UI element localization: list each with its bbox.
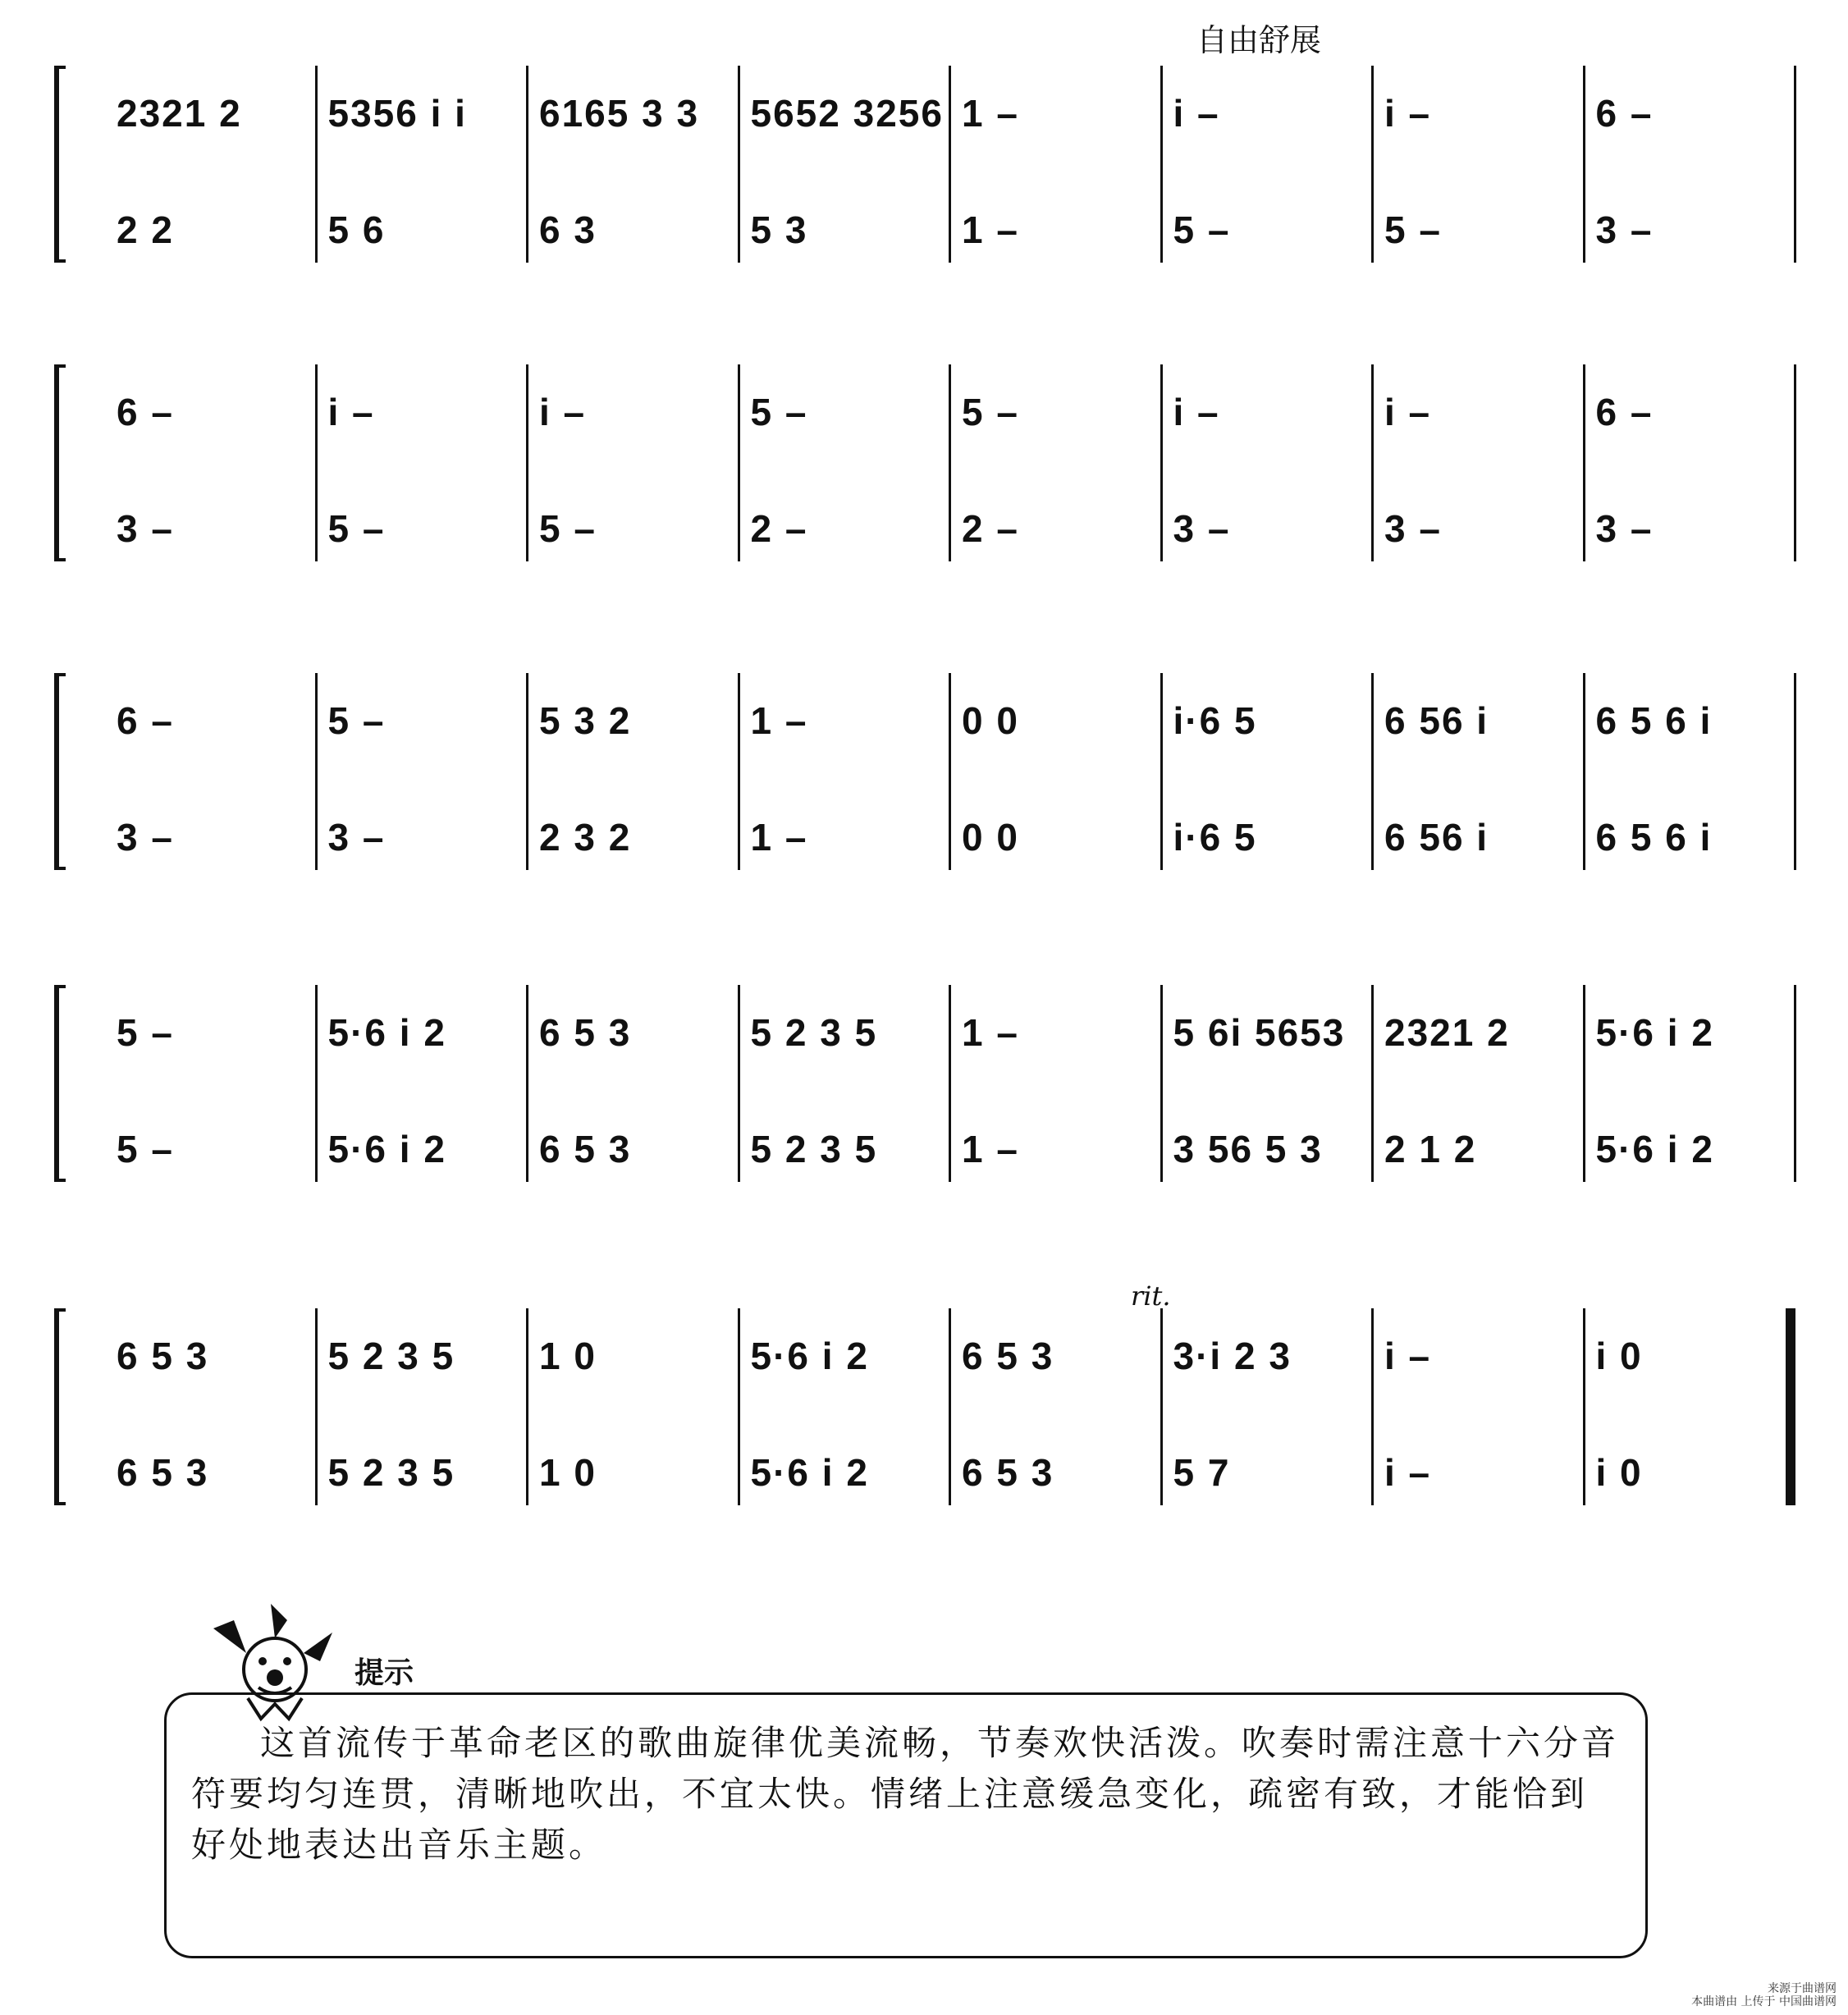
barline: [315, 985, 318, 1182]
measure: 3 –: [117, 816, 174, 859]
tempo-marking: 自由舒展: [1196, 22, 1322, 58]
barline: [1160, 66, 1163, 263]
measure: 1 –: [962, 92, 1019, 135]
barline: [1583, 1308, 1585, 1505]
measure: 3 –: [327, 816, 386, 859]
measure: i –: [327, 391, 375, 433]
measure: 5·6 i 2: [327, 1011, 446, 1054]
tip-box: [164, 1692, 1648, 1958]
measure: 3 –: [117, 507, 174, 550]
measure: 6 5 6 i: [1595, 699, 1713, 742]
measure: 5 7: [1173, 1451, 1231, 1494]
measure: 5 6: [327, 208, 386, 251]
measure: 3 56 5 3: [1173, 1128, 1323, 1170]
measure: 6 56 i: [1384, 816, 1489, 859]
measure: 6 5 3: [962, 1451, 1054, 1494]
measure: 5 3: [750, 208, 808, 251]
barline: [315, 1308, 318, 1505]
measure: 6 56 i: [1384, 699, 1489, 742]
barline: [526, 1308, 528, 1505]
barline: [1583, 985, 1585, 1182]
measure: 1 –: [962, 208, 1019, 251]
footer-source: 来源于曲谱网: [1768, 1982, 1837, 1995]
measure: 5 –: [750, 391, 808, 433]
measure: 5 2 3 5: [750, 1011, 878, 1054]
measure: 0 0: [962, 699, 1019, 742]
tip-title: 提示: [355, 1656, 414, 1690]
system-bracket: [54, 66, 66, 263]
measure: i –: [539, 391, 587, 433]
measure: i –: [1384, 1451, 1432, 1494]
measure: 5·6 i 2: [1595, 1011, 1714, 1054]
score-system: [54, 673, 1794, 870]
score-system: [54, 1308, 1794, 1505]
measure: i –: [1173, 92, 1220, 135]
measure: 5 –: [539, 507, 597, 550]
barline: [526, 364, 528, 561]
measure: 3 –: [1595, 507, 1654, 550]
measure: 2321 2: [117, 92, 242, 135]
measure: 3 –: [1595, 208, 1654, 251]
measure: 2 3 2: [539, 816, 632, 859]
score-system: [54, 985, 1794, 1182]
measure: 5 2 3 5: [327, 1451, 455, 1494]
measure: 3 –: [1173, 507, 1231, 550]
measure: 6 –: [117, 391, 174, 433]
rit-marking: rit.: [1131, 1280, 1171, 1312]
barline: [1160, 1308, 1163, 1505]
barline: [1371, 364, 1374, 561]
measure: 5 2 3 5: [327, 1335, 455, 1377]
barline: [738, 66, 740, 263]
measure: 6165 3 3: [539, 92, 700, 135]
measure: 5 –: [117, 1011, 174, 1054]
measure: 5 2 3 5: [750, 1128, 878, 1170]
barline: [1794, 673, 1796, 870]
measure: 0 0: [962, 816, 1019, 859]
barline: [1371, 66, 1374, 263]
barline: [738, 1308, 740, 1505]
measure: 5·6 i 2: [327, 1128, 446, 1170]
measure: 2321 2: [1384, 1011, 1510, 1054]
system-bracket: [54, 364, 66, 561]
barline: [526, 66, 528, 263]
measure: 5·6 i 2: [750, 1335, 869, 1377]
measure: 5 –: [1384, 208, 1442, 251]
measure: 1 –: [750, 699, 808, 742]
footer-note: [1691, 1982, 1837, 2008]
system-bracket: [54, 673, 66, 870]
barline: [1160, 985, 1163, 1182]
measure: 5 –: [117, 1128, 174, 1170]
barline: [315, 364, 318, 561]
measure: 6 5 3: [962, 1335, 1054, 1377]
barline: [1583, 673, 1585, 870]
barline: [738, 673, 740, 870]
measure: 3 –: [1384, 507, 1442, 550]
measure: 2 –: [962, 507, 1019, 550]
measure: 2 –: [750, 507, 808, 550]
measure: 1 0: [539, 1335, 597, 1377]
barline: [949, 1308, 951, 1505]
barline: [1794, 66, 1796, 263]
system-bracket: [54, 985, 66, 1182]
measure: 6 5 3: [117, 1335, 209, 1377]
final-barline: [1786, 1308, 1795, 1505]
barline: [738, 985, 740, 1182]
measure: 6 5 3: [539, 1011, 632, 1054]
measure: 2 2: [117, 208, 174, 251]
measure: 6 5 3: [539, 1128, 632, 1170]
measure: 5 –: [1173, 208, 1231, 251]
barline: [1160, 364, 1163, 561]
tip-text: 这首流传于革命老区的歌曲旋律优美流畅，节奏欢快活泼。吹奏时需注意十六分音符要均匀连贯，清晰地吹出，不宜太快。情绪上注意缓急变化，疏密有致，才能恰到好处地表达出音乐主题。: [191, 1723, 1620, 1865]
measure: i –: [1384, 92, 1432, 135]
measure: 5·6 i 2: [1595, 1128, 1714, 1170]
measure: 5 3 2: [539, 699, 632, 742]
barline: [526, 985, 528, 1182]
barline: [1583, 66, 1585, 263]
barline: [1794, 364, 1796, 561]
measure: i·6 5: [1173, 816, 1257, 859]
barline: [949, 673, 951, 870]
measure: 6 –: [117, 699, 174, 742]
barline: [315, 673, 318, 870]
score-system: [54, 66, 1794, 263]
measure: i –: [1173, 391, 1220, 433]
barline: [949, 985, 951, 1182]
measure: 1 0: [539, 1451, 597, 1494]
barline: [1160, 673, 1163, 870]
barline: [1794, 985, 1796, 1182]
measure: 6 3: [539, 208, 597, 251]
measure: i·6 5: [1173, 699, 1257, 742]
measure: i –: [1384, 1335, 1432, 1377]
measure: 6 5 6 i: [1595, 816, 1713, 859]
measure: 5 –: [327, 507, 386, 550]
barline: [738, 364, 740, 561]
measure: i 0: [1595, 1451, 1643, 1494]
barline: [1371, 985, 1374, 1182]
barline: [1371, 673, 1374, 870]
measure: 6 5 3: [117, 1451, 209, 1494]
measure: 6 –: [1595, 92, 1654, 135]
measure: 1 –: [962, 1128, 1019, 1170]
barline: [949, 364, 951, 561]
measure: 5 6i 5653: [1173, 1011, 1346, 1054]
measure: 5652 3256: [750, 92, 944, 135]
measure: i –: [1384, 391, 1432, 433]
score-system: [54, 364, 1794, 561]
measure: 5 –: [962, 391, 1019, 433]
measure: 3·i 2 3: [1173, 1335, 1292, 1377]
footer-upload-note: 本曲谱由 上传于 中国曲谱网: [1691, 1995, 1837, 2008]
barline: [1583, 364, 1585, 561]
measure: 6 –: [1595, 391, 1654, 433]
measure: 1 –: [962, 1011, 1019, 1054]
system-bracket: [54, 1308, 66, 1505]
measure: 1 –: [750, 816, 808, 859]
barline: [1371, 1308, 1374, 1505]
measure: 2 1 2: [1384, 1128, 1477, 1170]
measure: 5 –: [327, 699, 386, 742]
barline: [949, 66, 951, 263]
measure: i 0: [1595, 1335, 1643, 1377]
measure: 5·6 i 2: [750, 1451, 869, 1494]
barline: [526, 673, 528, 870]
barline: [315, 66, 318, 263]
measure: 5356 i i: [327, 92, 467, 135]
